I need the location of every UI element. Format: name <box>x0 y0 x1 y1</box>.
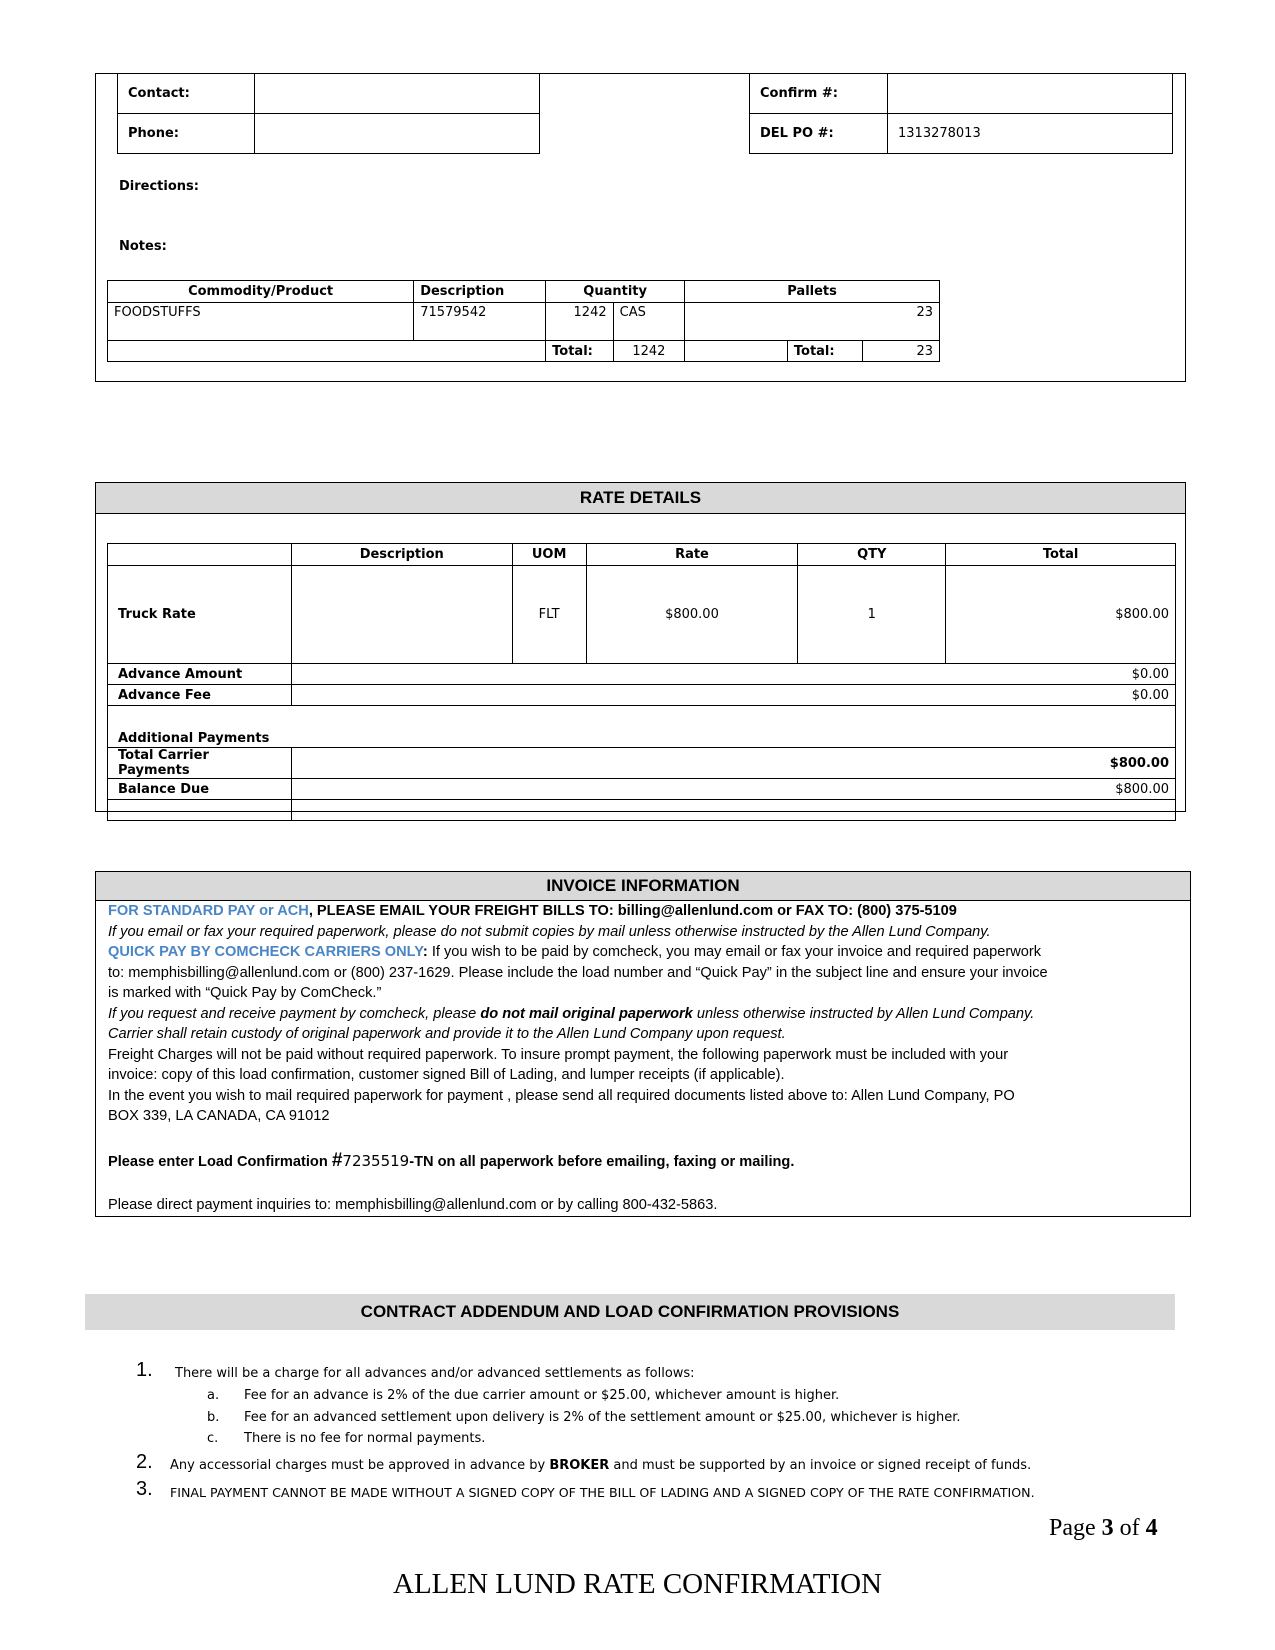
phone-label-cell: Phone: <box>117 113 255 154</box>
invoice-title: INVOICE INFORMATION <box>96 872 1190 901</box>
commodity-header-product: Commodity/Product <box>108 281 414 303</box>
invoice-line-11: BOX 339, LA CANADA, CA 91012 <box>108 1108 330 1124</box>
provision-3-text: FINAL PAYMENT CANNOT BE MADE WITHOUT A SIGNED COPY OF THE BILL OF LADING AND A SIGNED COPY OF THE RATE CONFIRMATION. <box>170 1485 1035 1500</box>
total-carrier-value: $800.00 <box>291 748 1175 779</box>
balance-due-row <box>108 779 1176 800</box>
delpo-label-cell: DEL PO #: <box>749 113 888 154</box>
invoice-load-confirmation: Please enter Load Confirmation #7235519-TN on all paperwork before emailing, faxing or mailing. <box>108 1150 795 1171</box>
commodity-unit: CAS <box>613 303 685 341</box>
commodity-total-row <box>108 341 940 362</box>
invoice-line-7: Carrier shall retain custody of original paperwork and provide it to the Allen Lund Company upon request. <box>108 1026 786 1042</box>
advance-fee-label: Advance Fee <box>108 685 292 706</box>
additional-payments-row <box>108 706 1176 748</box>
provisions-title: CONTRACT ADDENDUM AND LOAD CONFIRMATION PROVISIONS <box>360 1302 900 1321</box>
commodity-header-row <box>108 281 940 303</box>
total-carrier-row <box>108 748 1176 779</box>
rate-header-row <box>108 544 1176 566</box>
provision-b-letter: b. <box>207 1410 220 1425</box>
total-carrier-label: Total Carrier Payments <box>108 748 292 779</box>
advance-amount-label: Advance Amount <box>108 664 292 685</box>
invoice-line-4: to: memphisbilling@allenlund.com or (800) 237-1629. Please include the load number and “Quick Pay” in the subject line and ensure your invoice <box>108 964 1048 981</box>
commodity-pallets: 23 <box>685 303 940 341</box>
rate-table <box>107 543 1176 821</box>
contact-label-cell: Contact: <box>117 73 255 114</box>
invoice-line-6: If you request and receive payment by comcheck, please do not mail original paperwork unless otherwise instructed by Allen Lund Company. <box>108 1005 1035 1022</box>
commodity-header-quantity: Quantity <box>546 281 685 303</box>
commodity-product: FOODSTUFFS <box>108 303 414 341</box>
commodity-header-description: Description <box>414 281 546 303</box>
qty-total-label: Total: <box>546 341 613 362</box>
invoice-line-9: invoice: copy of this load confirmation, customer signed Bill of Lading, and lumper receipts (if applicable). <box>108 1067 785 1083</box>
invoice-line-3: QUICK PAY BY COMCHECK CARRIERS ONLY: If you wish to be paid by comcheck, you may email or fax your invoice and required paperwork <box>108 944 1042 960</box>
page-number: Page 3 of 4 <box>1049 1515 1158 1541</box>
rate-header-qty: QTY <box>798 544 946 566</box>
rate-header-total: Total <box>946 544 1176 566</box>
truck-rate-total: $800.00 <box>946 566 1176 664</box>
invoice-line-1: FOR STANDARD PAY or ACH, PLEASE EMAIL YOUR FREIGHT BILLS TO: billing@allenlund.com or FAX TO: (800) 375-5109 <box>108 903 957 919</box>
provision-b-text: Fee for an advanced settlement upon delivery is 2% of the settlement amount or $25.00, whichever is higher. <box>244 1410 961 1425</box>
rate-header-uom: UOM <box>512 544 586 566</box>
advance-fee-value: $0.00 <box>291 685 1175 706</box>
provisions-title-bar <box>85 1294 1175 1330</box>
invoice-line-8: Freight Charges will not be paid without required paperwork. To insure prompt payment, the following paperwork must be included with your <box>108 1046 1009 1063</box>
footer-title: ALLEN LUND RATE CONFIRMATION <box>393 1568 882 1600</box>
rate-header-description: Description <box>291 544 512 566</box>
rate-empty-row <box>108 800 1176 821</box>
invoice-line-10: In the event you wish to mail required paperwork for payment , please send all required documents listed above to: Allen Lund Company, PO <box>108 1087 1015 1104</box>
balance-due-value: $800.00 <box>291 779 1175 800</box>
provision-a-letter: a. <box>207 1388 220 1403</box>
commodity-row <box>108 303 940 341</box>
provision-a-text: Fee for an advance is 2% of the due carrier amount or $25.00, whichever amount is higher. <box>244 1388 840 1403</box>
commodity-table <box>107 280 940 362</box>
balance-due-label: Balance Due <box>108 779 292 800</box>
delpo-value: 1313278013 <box>898 126 981 141</box>
rate-details-title: RATE DETAILS <box>96 483 1185 514</box>
rate-header-rate: Rate <box>586 544 798 566</box>
commodity-header-pallets: Pallets <box>685 281 940 303</box>
invoice-payment-inquiries: Please direct payment inquiries to: memphisbilling@allenlund.com or by calling 800-432-5863. <box>108 1197 718 1213</box>
pallets-total-value: 23 <box>863 341 940 362</box>
invoice-line-2: If you email or fax your required paperwork, please do not submit copies by mail unless otherwise instructed by the Allen Lund Company. <box>108 923 991 940</box>
provision-2-text: Any accessorial charges must be approved in advance by BROKER and must be supported by an invoice or signed receipt of funds. <box>170 1458 1032 1473</box>
advance-amount-value: $0.00 <box>291 664 1175 685</box>
truck-rate-qty: 1 <box>798 566 946 664</box>
provision-c-text: There is no fee for normal payments. <box>244 1431 486 1446</box>
commodity-qty: 1242 <box>546 303 613 341</box>
provision-1-number: 1. <box>136 1359 153 1381</box>
phone-value-cell <box>254 113 540 154</box>
confirm-label-cell: Confirm #: <box>749 73 888 114</box>
directions-label: Directions: <box>119 179 199 194</box>
advance-amount-row <box>108 664 1176 685</box>
provision-2-number: 2. <box>136 1451 153 1473</box>
confirm-value-cell <box>887 73 1173 114</box>
provision-c-letter: c. <box>207 1431 219 1446</box>
delpo-value-cell <box>887 113 1173 154</box>
pallets-total-label: Total: <box>787 341 863 362</box>
additional-payments-label: Additional Payments <box>108 706 1176 748</box>
invoice-line-5: is marked with “Quick Pay by ComCheck.” <box>108 985 382 1001</box>
truck-rate-rate: $800.00 <box>586 566 798 664</box>
commodity-description: 71579542 <box>414 303 546 341</box>
provision-1-text: There will be a charge for all advances and/or advanced settlements as follows: <box>175 1366 695 1381</box>
provision-3-number: 3. <box>136 1478 153 1500</box>
truck-rate-row <box>108 566 1176 664</box>
truck-rate-label: Truck Rate <box>108 566 292 664</box>
contact-value-cell <box>254 73 540 114</box>
notes-label: Notes: <box>119 239 167 254</box>
truck-rate-uom: FLT <box>512 566 586 664</box>
advance-fee-row <box>108 685 1176 706</box>
qty-total-value: 1242 <box>613 341 685 362</box>
